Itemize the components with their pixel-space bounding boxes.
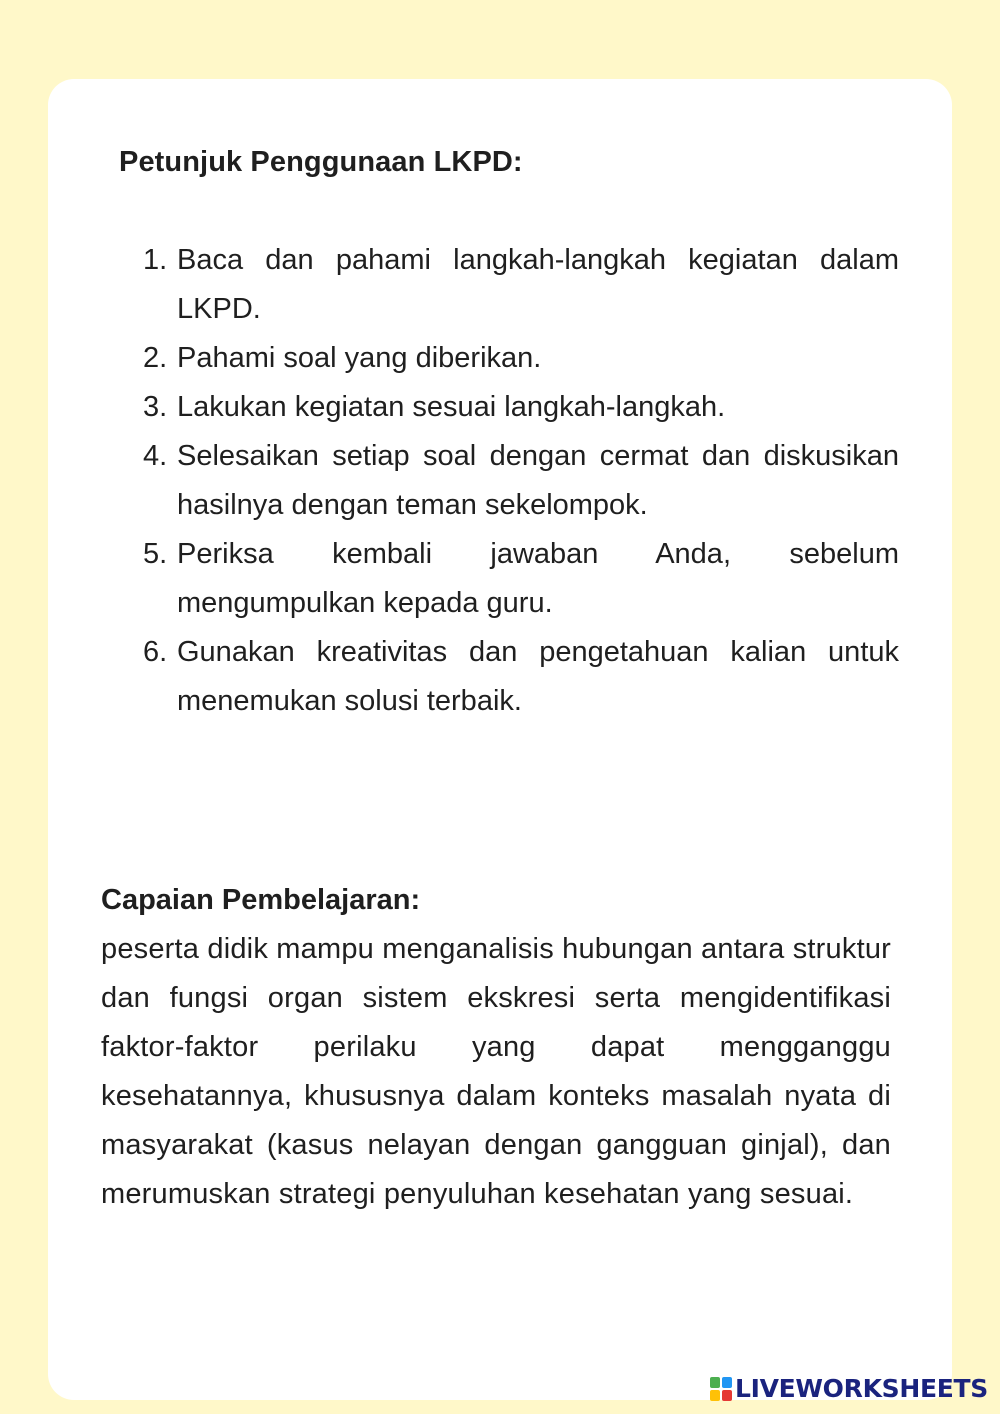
liveworksheets-logo-icon bbox=[710, 1377, 732, 1401]
learning-outcome-title: Capaian Pembelajaran: bbox=[101, 884, 421, 916]
instruction-step bbox=[143, 236, 899, 334]
step-text: Lakukan kegiatan sesuai langkah-langkah. bbox=[177, 391, 726, 423]
instructions-list bbox=[143, 236, 899, 726]
instruction-step bbox=[143, 628, 899, 726]
instruction-step bbox=[143, 383, 899, 432]
liveworksheets-logo-text: LIVEWORKSHEETS bbox=[734, 1374, 988, 1403]
step-number: 1. bbox=[143, 244, 168, 276]
step-number: 5. bbox=[143, 538, 168, 570]
instruction-step bbox=[143, 530, 899, 628]
liveworksheets-brand-link[interactable] bbox=[710, 1372, 988, 1406]
learning-outcome-text: peserta didik mampu menganalisis hubungan antara struktur dan fungsi organ sistem ekskresi serta mengidentifikasi faktor-faktor perilaku yang dapat mengganggu kesehatannya, khususnya dalam konteks masalah nyata di masyarakat (kasus nelayan dengan gangguan ginjal), dan merumuskan strategi penyuluhan kesehatan yang sesuai. bbox=[101, 933, 892, 1210]
instruction-step bbox=[143, 432, 899, 530]
step-number: 6. bbox=[143, 636, 168, 668]
instructions-title: Petunjuk Penggunaan LKPD: bbox=[119, 146, 523, 178]
step-text: Baca dan pahami langkah-langkah kegiatan dalam LKPD. bbox=[177, 244, 899, 325]
step-text: Gunakan kreativitas dan pengetahuan kalian untuk menemukan solusi terbaik. bbox=[177, 636, 899, 717]
step-number: 4. bbox=[143, 440, 168, 472]
step-text: Pahami soal yang diberikan. bbox=[177, 342, 542, 374]
step-number: 3. bbox=[143, 391, 168, 423]
step-text: Selesaikan setiap soal dengan cermat dan diskusikan hasilnya dengan teman sekelompok. bbox=[177, 440, 899, 521]
step-text: Periksa kembali jawaban Anda, sebelum mengumpulkan kepada guru. bbox=[177, 538, 899, 619]
instruction-step bbox=[143, 334, 899, 383]
step-number: 2. bbox=[143, 342, 168, 374]
